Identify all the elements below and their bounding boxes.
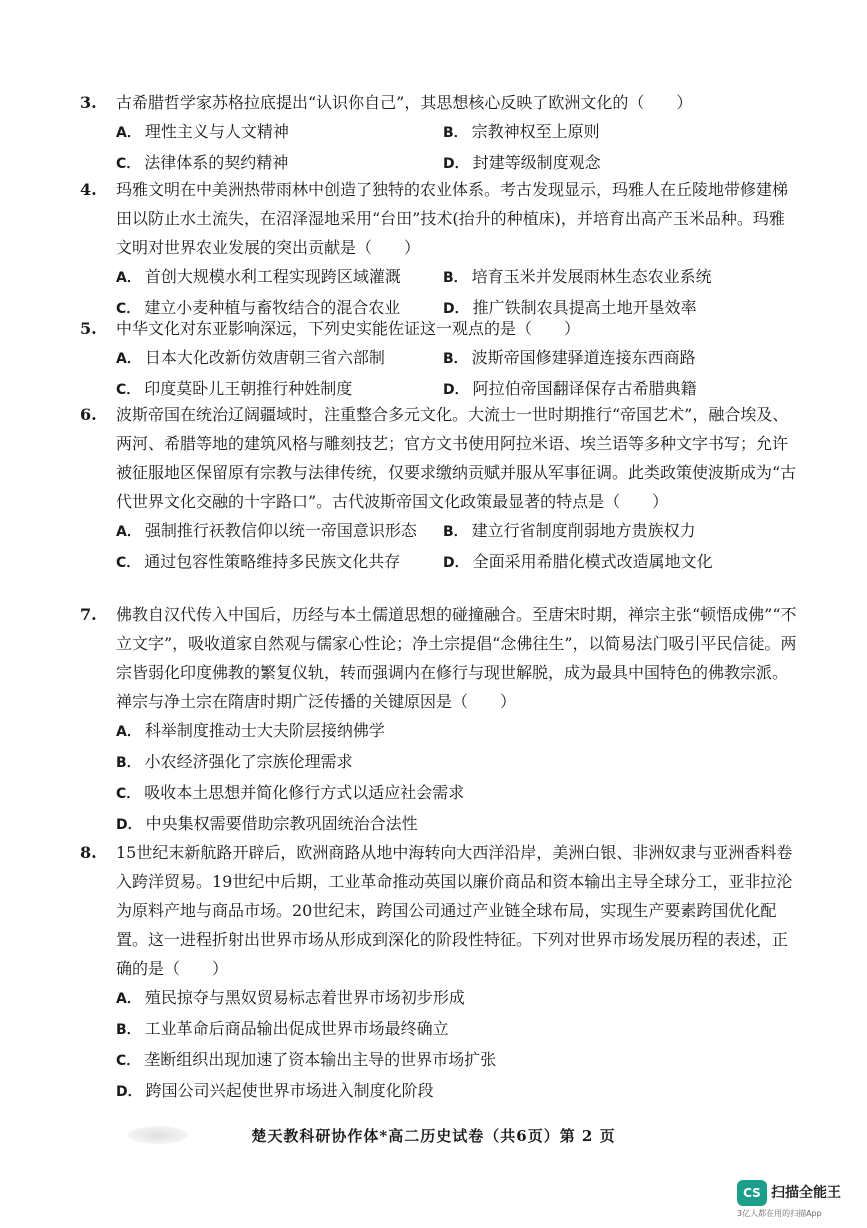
options xyxy=(116,516,800,578)
question-number: 7. xyxy=(80,605,97,624)
question-number: 6. xyxy=(80,405,97,424)
option-c: C． 印度莫卧儿王朝推行种姓制度 xyxy=(116,379,353,398)
option-a: A． 理性主义与人文精神 xyxy=(116,122,289,141)
option-d: D． 全面采用希腊化模式改造属地文化 xyxy=(443,552,713,571)
option-b: B． 宗教神权至上原则 xyxy=(443,122,600,141)
option-c: C． 通过包容性策略维持多民族文化共存 xyxy=(116,552,401,571)
question-3 xyxy=(80,88,800,179)
question-stem: 玛雅文明在中美洲热带雨林中创造了独特的农业体系。考古发现显示，玛雅人在丘陵地带修建梯田以防止水土流失，在沼泽湿地采用“台田”技术(抬升的种植床)，并培育出高产玉米品种。玛雅文明对世界农业发展的突出贡献是（ ） xyxy=(116,180,789,257)
question-stem: 古希腊哲学家苏格拉底提出“认识你自己”，其思想核心反映了欧洲文化的（ ） xyxy=(116,93,693,112)
option-d: D． 中央集权需要借助宗教巩固统治合法性 xyxy=(116,814,418,833)
question-5 xyxy=(80,314,800,405)
question-stem: 波斯帝国在统治辽阔疆域时，注重整合多元文化。大流士一世时期推行“帝国艺术”，融合埃及、两河、希腊等地的建筑风格与雕刻技艺；官方文书使用阿拉米语、埃兰语等多种文字书写；允许被征服地区保留原有宗教与法律传统，仅要求缴纳贡赋并服从军事征调。此类政策使波斯成为“古代世界文化交融的十字路口”。古代波斯帝国文化政策最显著的特点是（ ） xyxy=(116,405,797,511)
watermark-tagline: 3亿人都在用的扫描App xyxy=(737,1209,822,1218)
option-b: B． 培育玉米并发展雨林生态农业系统 xyxy=(443,267,712,286)
options xyxy=(116,343,800,405)
camscanner-logo-icon: CS xyxy=(737,1180,767,1206)
question-stem: 中华文化对东亚影响深远，下列史实能佐证这一观点的是（ ） xyxy=(116,319,581,338)
option-d: D． 跨国公司兴起使世界市场进入制度化阶段 xyxy=(116,1081,434,1100)
option-a: A． 殖民掠夺与黑奴贸易标志着世界市场初步形成 xyxy=(116,988,465,1007)
scanner-watermark xyxy=(737,1178,857,1222)
option-c: C． 吸收本土思想并简化修行方式以适应社会需求 xyxy=(116,783,465,802)
question-stem: 15世纪末新航路开辟后，欧洲商路从地中海转向大西洋沿岸，美洲白银、非洲奴隶与亚洲香料卷入跨洋贸易。19世纪中后期，工业革命推动英国以廉价商品和资本输出主导全球分工，亚非拉沦为原料产地与商品市场。20世纪末，跨国公司通过产业链全球布局，实现生产要素跨国优化配置。这一进程折射出世界市场从形成到深化的阶段性特征。下列对世界市场发展历程的表述，正确的是（ ） xyxy=(116,843,793,978)
options xyxy=(116,117,800,179)
option-b: B． 建立行省制度削弱地方贵族权力 xyxy=(443,521,696,540)
watermark-name: 扫描全能王 xyxy=(771,1185,841,1201)
question-number: 5. xyxy=(80,319,97,338)
question-number: 3. xyxy=(80,93,97,112)
option-d: D． 推广铁制农具提高土地开垦效率 xyxy=(443,298,697,317)
option-b: B． 小农经济强化了宗族伦理需求 xyxy=(116,752,353,771)
option-a: A． 强制推行祆教信仰以统一帝国意识形态 xyxy=(116,521,417,540)
page-footer: 楚天教科研协作体*高二历史试卷（共6页）第 2 页 xyxy=(251,1127,616,1145)
option-b: B． 工业革命后商品输出促成世界市场最终确立 xyxy=(116,1019,449,1038)
option-c: C． 法律体系的契约精神 xyxy=(116,153,289,172)
question-number: 8. xyxy=(80,843,97,862)
question-4 xyxy=(80,175,800,324)
options xyxy=(116,716,800,840)
option-a: A． 科举制度推动士大夫阶层接纳佛学 xyxy=(116,721,385,740)
option-a: A． 日本大化改新仿效唐朝三省六部制 xyxy=(116,348,385,367)
question-stem: 佛教自汉代传入中国后，历经与本土儒道思想的碰撞融合。至唐宋时期，禅宗主张“顿悟成佛”“不立文字”，吸收道家自然观与儒家心性论；净土宗提倡“念佛往生”，以简易法门吸引平民信徒。两宗皆弱化印度佛教的繁复仪轨，转而强调内在修行与现世解脱，成为最具中国特色的佛教宗派。禅宗与净土宗在隋唐时期广泛传播的关键原因是（ ） xyxy=(116,605,797,711)
option-a: A． 首创大规模水利工程实现跨区域灌溉 xyxy=(116,267,401,286)
question-6 xyxy=(80,400,800,578)
option-c: C． 垄断组织出现加速了资本输出主导的世界市场扩张 xyxy=(116,1050,497,1069)
option-b: B． 波斯帝国修建驿道连接东西商路 xyxy=(443,348,696,367)
option-c: C． 建立小麦种植与畜牧结合的混合农业 xyxy=(116,298,401,317)
question-number: 4. xyxy=(80,180,97,199)
question-8 xyxy=(80,838,800,1107)
option-d: D． 封建等级制度观念 xyxy=(443,153,601,172)
option-d: D． 阿拉伯帝国翻译保存古希腊典籍 xyxy=(443,379,697,398)
question-7 xyxy=(80,600,800,840)
options xyxy=(116,983,800,1107)
